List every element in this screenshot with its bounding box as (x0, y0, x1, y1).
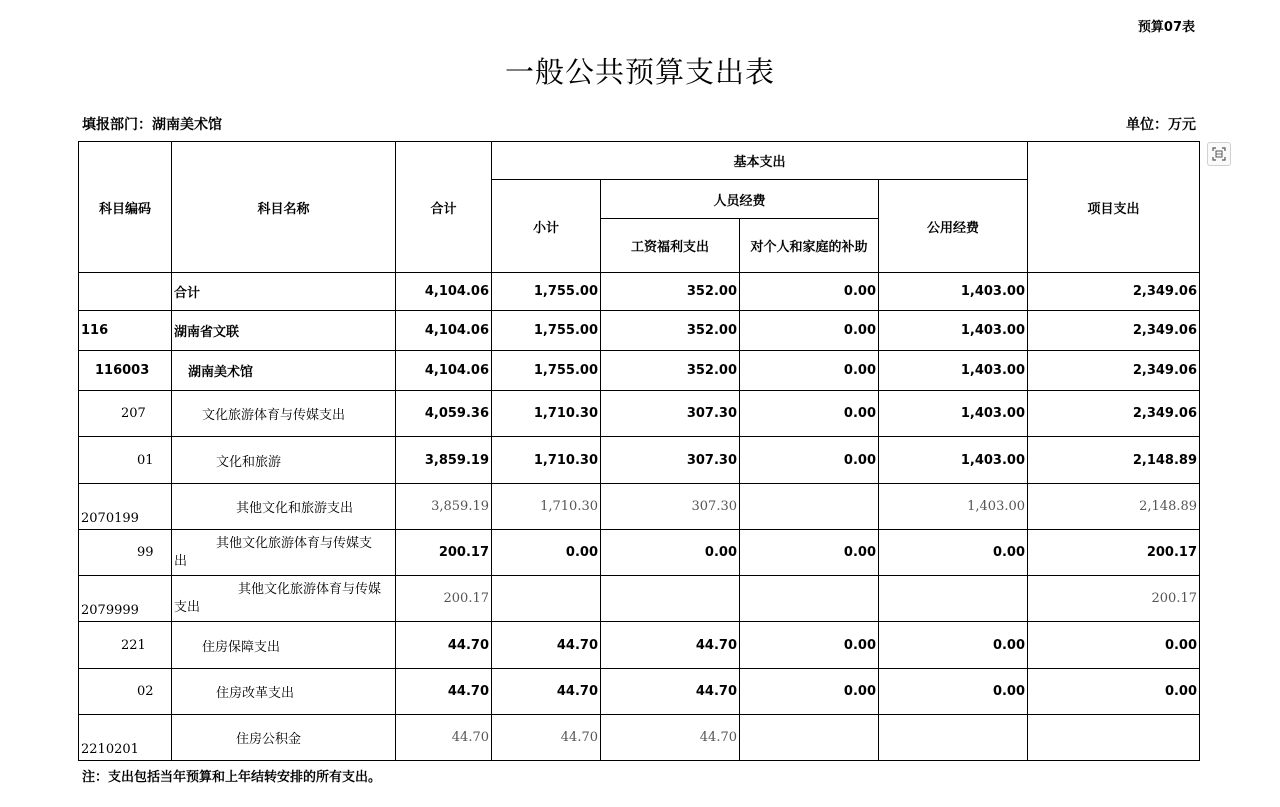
row-code: 2079999 (79, 576, 172, 622)
row-code: 221 (79, 622, 172, 669)
row-subsidy: 0.00 (740, 530, 879, 576)
row-project: 2,349.06 (1028, 273, 1200, 311)
row-subtotal: 1,710.30 (492, 391, 601, 437)
page-title: 一般公共预算支出表 (504, 55, 775, 89)
row-total: 3,859.19 (396, 437, 492, 484)
row-code: 02 (79, 669, 172, 715)
row-public (879, 576, 1028, 622)
row-name: 其他文化和旅游支出 (172, 484, 396, 530)
row-total: 4,104.06 (396, 273, 492, 311)
row-subsidy: 0.00 (740, 273, 879, 311)
row-total: 44.70 (396, 669, 492, 715)
table-row (79, 351, 1200, 391)
row-subtotal (492, 576, 601, 622)
header-project: 项目支出 (1028, 142, 1200, 273)
row-name: 文化旅游体育与传媒支出 (172, 391, 396, 437)
table-row (79, 576, 1200, 622)
header-public: 公用经费 (879, 180, 1028, 273)
row-subsidy: 0.00 (740, 622, 879, 669)
budget-table (78, 141, 1200, 761)
row-project: 200.17 (1028, 576, 1200, 622)
row-public: 1,403.00 (879, 484, 1028, 530)
row-public: 1,403.00 (879, 351, 1028, 391)
row-salary (601, 576, 740, 622)
row-project: 2,349.06 (1028, 311, 1200, 351)
row-total: 4,104.06 (396, 311, 492, 351)
row-salary: 352.00 (601, 273, 740, 311)
row-code: 2070199 (79, 484, 172, 530)
row-public: 0.00 (879, 669, 1028, 715)
table-row (79, 669, 1200, 715)
row-salary: 307.30 (601, 437, 740, 484)
row-subsidy: 0.00 (740, 311, 879, 351)
table-row (79, 437, 1200, 484)
row-total: 200.17 (396, 576, 492, 622)
row-name: 住房改革支出 (172, 669, 396, 715)
department-label: 填报部门：湖南美术馆 (82, 117, 222, 133)
row-salary: 352.00 (601, 311, 740, 351)
table-row (79, 530, 1200, 576)
row-project: 200.17 (1028, 530, 1200, 576)
form-number: 预算07表 (1137, 20, 1195, 35)
row-subtotal: 44.70 (492, 622, 601, 669)
row-public: 1,403.00 (879, 391, 1028, 437)
row-name (172, 530, 396, 576)
row-total: 4,059.36 (396, 391, 492, 437)
row-subtotal: 1,755.00 (492, 311, 601, 351)
row-salary: 307.30 (601, 484, 740, 530)
row-salary: 0.00 (601, 530, 740, 576)
row-total: 200.17 (396, 530, 492, 576)
row-code (79, 273, 172, 311)
row-salary: 44.70 (601, 669, 740, 715)
row-code: 116 (79, 311, 172, 351)
row-name: 合计 (172, 273, 396, 311)
row-public: 0.00 (879, 622, 1028, 669)
row-name (172, 576, 396, 622)
table-row (79, 311, 1200, 351)
row-project: 2,148.89 (1028, 484, 1200, 530)
row-code: 116003 (79, 351, 172, 391)
row-subsidy (740, 484, 879, 530)
row-name: 湖南美术馆 (172, 351, 396, 391)
row-salary: 44.70 (601, 622, 740, 669)
row-public: 1,403.00 (879, 437, 1028, 484)
select-frame-icon[interactable] (1207, 142, 1231, 166)
row-public (879, 715, 1028, 761)
row-name-line1: 其他文化旅游体育与传媒支 (216, 535, 373, 551)
row-subsidy: 0.00 (740, 669, 879, 715)
row-code: 2210201 (79, 715, 172, 761)
row-salary: 307.30 (601, 391, 740, 437)
row-name: 湖南省文联 (172, 311, 396, 351)
row-project: 2,349.06 (1028, 351, 1200, 391)
row-salary: 44.70 (601, 715, 740, 761)
row-subtotal: 0.00 (492, 530, 601, 576)
row-code: 207 (79, 391, 172, 437)
row-subsidy (740, 576, 879, 622)
header-subtotal: 小计 (492, 180, 601, 273)
row-code: 99 (79, 530, 172, 576)
row-subtotal: 1,710.30 (492, 437, 601, 484)
row-subsidy: 0.00 (740, 437, 879, 484)
unit-label: 单位：万元 (1126, 117, 1196, 133)
row-subtotal: 1,755.00 (492, 273, 601, 311)
table-row (79, 273, 1200, 311)
header-personnel: 人员经费 (601, 180, 879, 219)
row-code: 01 (79, 437, 172, 484)
row-total: 44.70 (396, 715, 492, 761)
row-public: 0.00 (879, 530, 1028, 576)
row-subsidy: 0.00 (740, 351, 879, 391)
table-row (79, 391, 1200, 437)
header-code: 科目编码 (79, 142, 172, 273)
row-name-line2: 支出 (174, 599, 201, 615)
row-project: 2,148.89 (1028, 437, 1200, 484)
footnote: 注：支出包括当年预算和上年结转安排的所有支出。 (82, 770, 382, 785)
row-project (1028, 715, 1200, 761)
row-subtotal: 1,755.00 (492, 351, 601, 391)
row-name: 住房保障支出 (172, 622, 396, 669)
row-name: 文化和旅游 (172, 437, 396, 484)
row-project: 0.00 (1028, 622, 1200, 669)
row-total: 44.70 (396, 622, 492, 669)
row-subsidy (740, 715, 879, 761)
row-salary: 352.00 (601, 351, 740, 391)
table-row (79, 715, 1200, 761)
row-name-line2: 出 (174, 553, 188, 569)
row-project: 0.00 (1028, 669, 1200, 715)
table-row (79, 484, 1200, 530)
header-total: 合计 (396, 142, 492, 273)
row-total: 3,859.19 (396, 484, 492, 530)
header-subsidy: 对个人和家庭的补助 (740, 219, 879, 273)
row-total: 4,104.06 (396, 351, 492, 391)
row-project: 2,349.06 (1028, 391, 1200, 437)
table-row (79, 622, 1200, 669)
row-name-line1: 其他文化旅游体育与传媒 (238, 581, 382, 597)
row-subtotal: 44.70 (492, 715, 601, 761)
header-name: 科目名称 (172, 142, 396, 273)
row-public: 1,403.00 (879, 273, 1028, 311)
row-public: 1,403.00 (879, 311, 1028, 351)
header-salary: 工资福利支出 (601, 219, 740, 273)
row-name: 住房公积金 (172, 715, 396, 761)
row-subtotal: 1,710.30 (492, 484, 601, 530)
row-subsidy: 0.00 (740, 391, 879, 437)
header-basic: 基本支出 (492, 142, 1028, 180)
row-subtotal: 44.70 (492, 669, 601, 715)
